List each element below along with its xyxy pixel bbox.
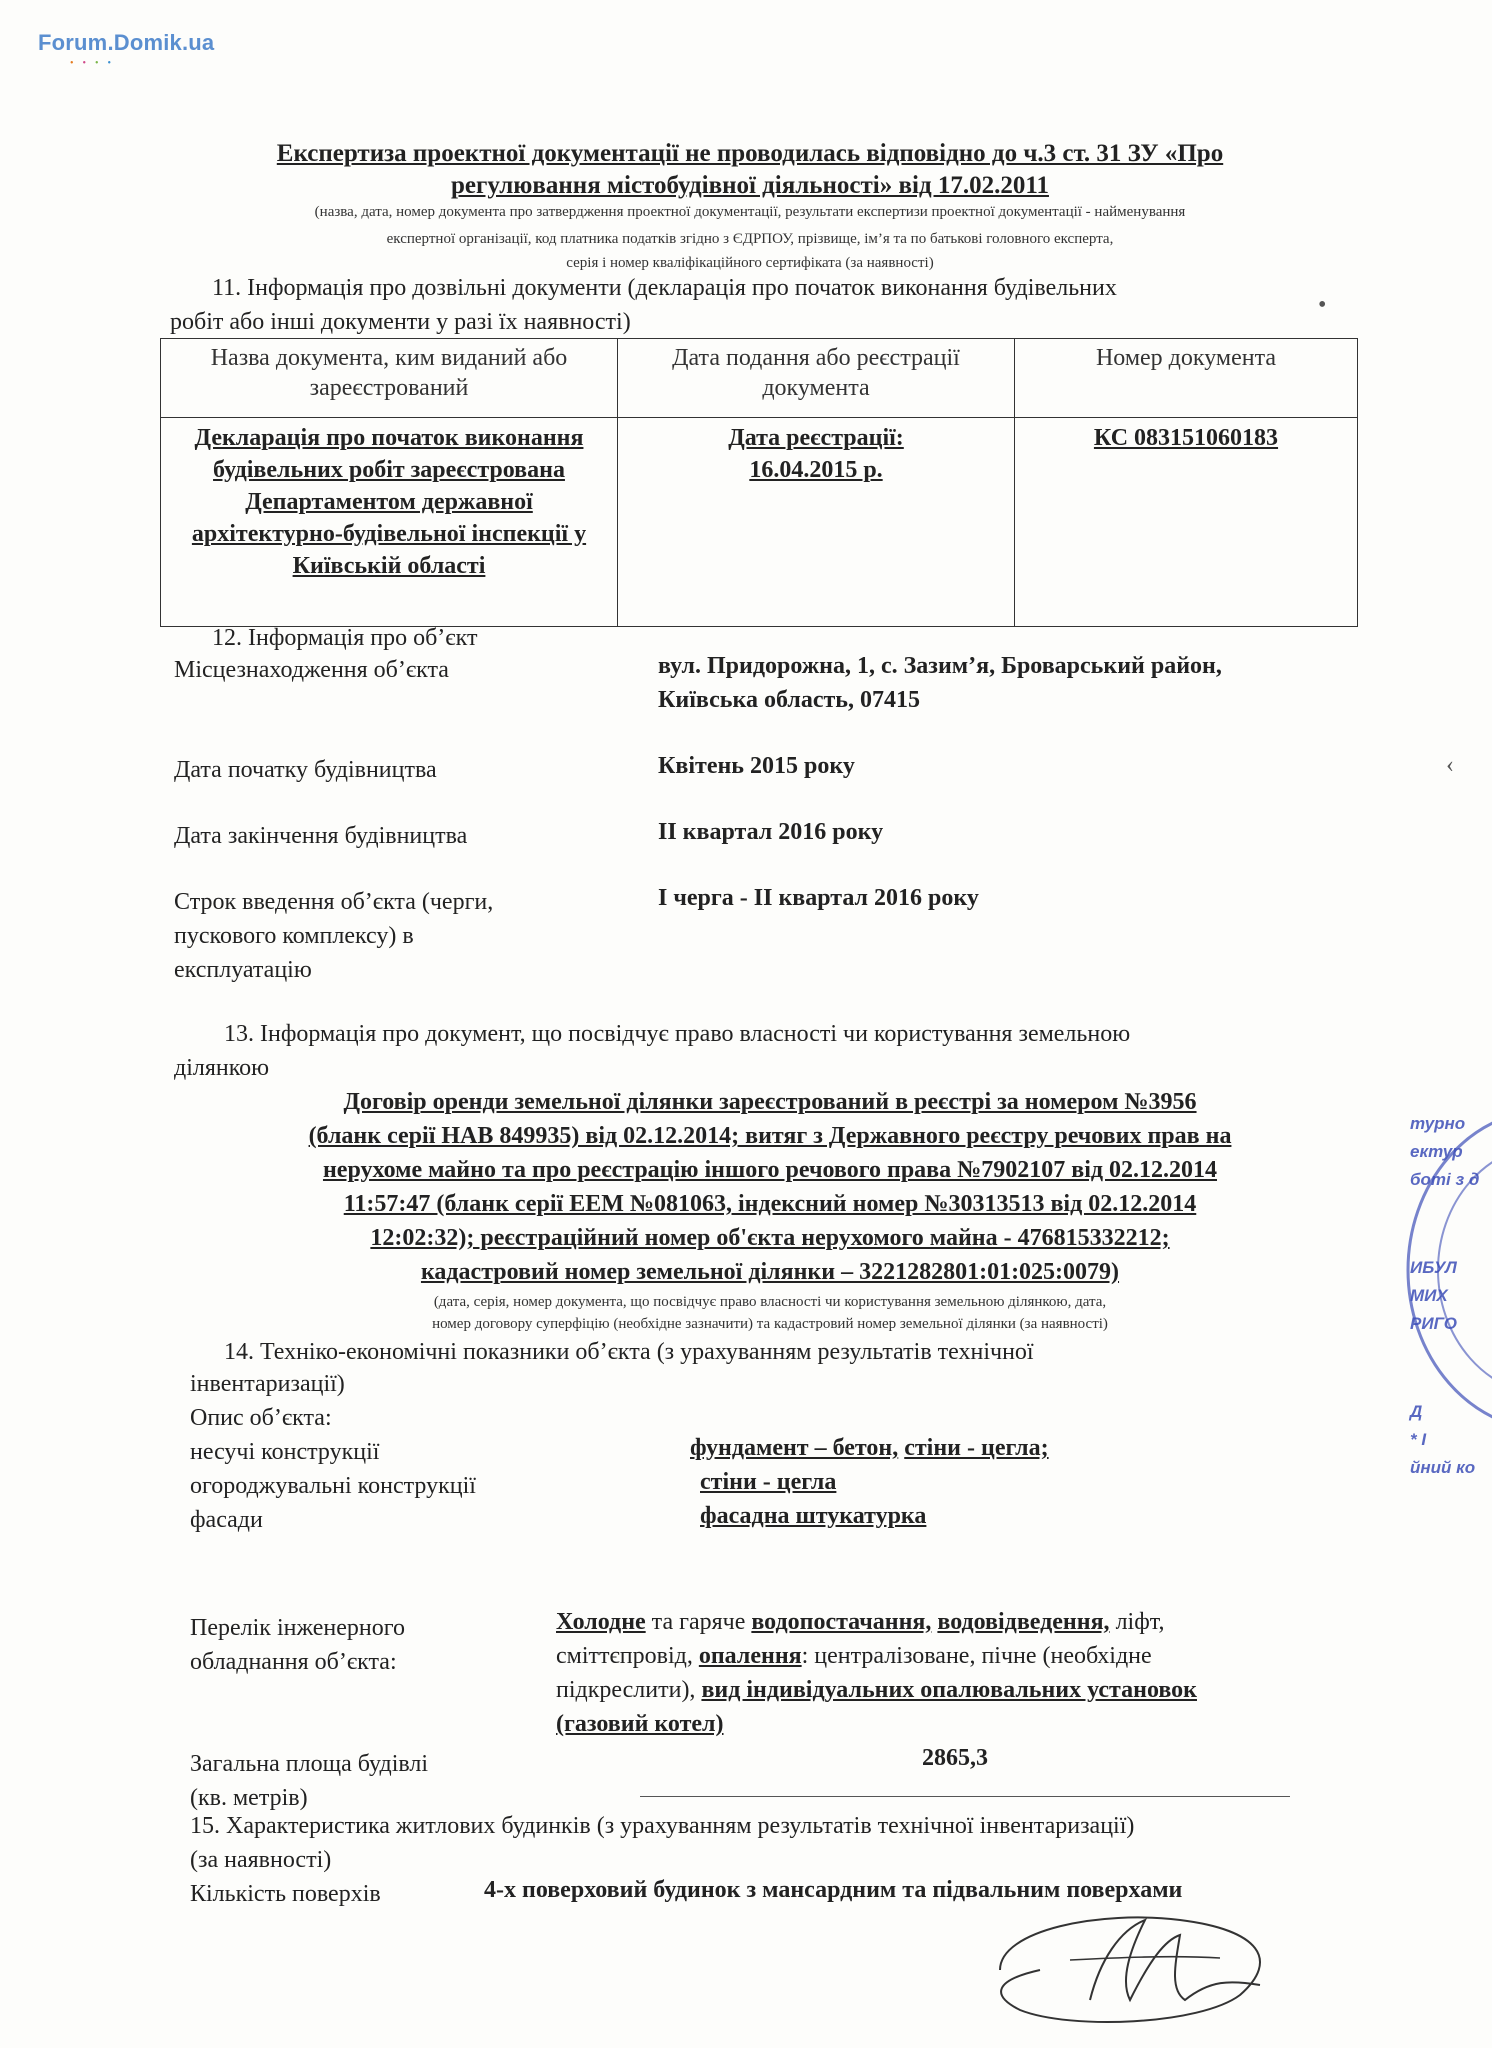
section13-heading2: ділянкою (174, 1055, 270, 1081)
table-header-row (161, 339, 1358, 418)
eq-water: водопостачання, (751, 1609, 932, 1635)
stamp-line: боті з д (1410, 1170, 1480, 1189)
start-value: Квітень 2015 року (658, 753, 855, 779)
bearing-value-walls: стіни - цегла; (904, 1435, 1049, 1461)
signature (980, 1900, 1300, 2040)
eq-underline: підкреслити), (556, 1677, 702, 1703)
land-doc-line6: кадастровий номер земельної ділянки – 3221282801:01:025:0079) (420, 1259, 1120, 1285)
section14-heading1: 14. Техніко-економічні показники об’єкта (з урахуванням результатів технічної (224, 1339, 1034, 1365)
end-value: ІІ квартал 2016 року (658, 819, 884, 845)
ink-mark: ‹ (1446, 752, 1454, 778)
eq-boiler: (газовий котел) (556, 1711, 724, 1737)
eq-individual: вид індивідуальних опалювальних установок (701, 1677, 1197, 1703)
eq-lift: ліфт, (1109, 1609, 1165, 1635)
eq-cold: Холодне (556, 1609, 646, 1635)
section11-heading1: 11. Інформація про дозвільні документи (декларація про початок виконання будівельних (212, 275, 1117, 301)
permits-table (160, 338, 1358, 627)
area-underline (640, 1796, 1290, 1797)
land-doc-note1: (дата, серія, номер документа, що посвідчує право власності чи користування земельною ділянкою, дата, (433, 1294, 1107, 1310)
table-row (161, 418, 1358, 627)
stamp-line: ектур (1410, 1142, 1463, 1161)
section12-heading: 12. Інформація про об’єкт (212, 625, 478, 651)
stamp-line: турно (1410, 1114, 1466, 1133)
eq-central: : централізоване, пічне (необхідне (801, 1643, 1152, 1669)
floors-label: Кількість поверхів (190, 1881, 381, 1907)
ink-mark: • (1318, 292, 1327, 318)
facade-value: фасадна штукатурка (700, 1503, 927, 1529)
area-value: 2865,3 (922, 1745, 988, 1771)
start-label: Дата початку будівництва (174, 757, 437, 783)
bearing-value-foundation: фундамент – бетон, (690, 1435, 899, 1461)
enclosing-label: огороджувальні конструкції (190, 1473, 476, 1499)
area-label1: Загальна площа будівлі (190, 1751, 429, 1777)
section14-heading2: інвентаризації) (190, 1371, 345, 1397)
col-header-name: Назва документа, ким виданий або зареєстрований (161, 339, 618, 418)
eq-drain: водовідведення, (937, 1609, 1110, 1635)
cell-doc-date: Дата реєстрації: 16.04.2015 р. (618, 418, 1015, 627)
watermark-logo: Forum.Domik.ua (38, 30, 215, 55)
section15-heading2: (за наявності) (190, 1847, 332, 1873)
col-header-number: Номер документа (1015, 339, 1358, 418)
bearing-value (690, 1432, 1049, 1464)
eq-garbage: сміттєпровід, (556, 1643, 699, 1669)
commission-label2: пускового комплексу) в (174, 923, 414, 949)
land-doc-line5: 12:02:32); реєстраційний номер об'єкта нерухомого майна - 476815332212; (370, 1225, 1170, 1251)
equipment-label1: Перелік інженерного (190, 1615, 405, 1641)
area-label2: (кв. метрів) (190, 1785, 308, 1811)
expertise-line2: регулювання містобудівної діяльності» від 17.02.2011 (451, 172, 1049, 199)
location-label: Місцезнаходження об’єкта (174, 657, 449, 683)
eq-and-hot: та гаряче (645, 1609, 752, 1635)
expertise-note3: серія і номер кваліфікаційного сертифіката (за наявності) (566, 255, 934, 271)
stamp-line: * І (1410, 1430, 1427, 1449)
commission-value: І черга - ІІ квартал 2016 року (658, 885, 979, 911)
description-label: Опис об’єкта: (190, 1405, 332, 1431)
facade-label: фасади (190, 1507, 263, 1533)
land-doc-line4: 11:57:47 (бланк серії ЕЕМ №081063, індексний номер №30313513 від 02.12.2014 (343, 1191, 1197, 1217)
stamp-line: йний ко (1410, 1458, 1476, 1477)
location-value1: вул. Придорожна, 1, с. Зазим’я, Броварський район, (658, 653, 1222, 679)
section11-heading2: робіт або інші документи у разі їх наявності) (170, 309, 631, 335)
floors-value: 4-х поверховий будинок з мансардним та підвальним поверхами (484, 1877, 1183, 1903)
eq-heating: опалення (698, 1643, 802, 1669)
land-doc-line3: нерухоме майно та про реєстрацію іншого речового права №7902107 від 02.12.2014 (322, 1157, 1218, 1183)
stamp-ring (1398, 1100, 1492, 1440)
equipment-line1 (556, 1606, 1346, 1638)
expertise-note2: експертної організації, код платника податків згідно з ЄДРПОУ, прізвище, ім’я та по батькові головного експерта, (386, 231, 1114, 247)
expertise-line1: Експертиза проектної документації не проводилась відповідно до ч.3 ст. 31 ЗУ «Про (276, 140, 1224, 167)
col-header-date: Дата подання або реєстрації документа (618, 339, 1015, 418)
expertise-note1: (назва, дата, номер документа про затвердження проектної документації, результати експертизи проектної документації - найменування (314, 204, 1186, 220)
land-doc-note2: номер договору суперфіцію (необхідне зазначити) та кадастровий номер земельної ділянки (за наявності) (432, 1316, 1108, 1332)
bearing-label: несучі конструкції (190, 1439, 380, 1465)
equipment-line3 (556, 1674, 1346, 1706)
enclosing-value: стіни - цегла (700, 1469, 837, 1495)
land-doc-line2: (бланк серії НАВ 849935) від 02.12.2014; витяг з Державного реєстру речових прав на (308, 1123, 1232, 1149)
stamp-line: МИХ (1410, 1286, 1448, 1305)
cell-doc-name: Декларація про початок виконання будівельних робіт зареєстрована Департаментом державної архітектурно-будівельної інспекції у Київській області (161, 418, 618, 627)
stamp-line: ИБУЛ (1410, 1258, 1457, 1277)
end-label: Дата закінчення будівництва (174, 823, 468, 849)
commission-label3: експлуатацію (174, 957, 312, 983)
commission-label1: Строк введення об’єкта (черги, (174, 889, 494, 915)
stamp-line: РИГО (1410, 1314, 1457, 1333)
cell-doc-number: КС 083151060183 (1015, 418, 1358, 627)
watermark-dots: •••• (70, 58, 121, 69)
equipment-line2 (556, 1640, 1346, 1672)
equipment-label2: обладнання об’єкта: (190, 1649, 397, 1675)
section13-heading1: 13. Інформація про документ, що посвідчує право власності чи користування земельною (224, 1021, 1131, 1047)
section15-heading1: 15. Характеристика житлових будинків (з урахуванням результатів технічної інвентаризації) (190, 1813, 1135, 1839)
land-doc-line1: Договір оренди земельної ділянки зареєстрований в реєстрі за номером №3956 (343, 1089, 1197, 1115)
stamp-line: Д (1410, 1402, 1423, 1421)
location-value2: Київська область, 07415 (658, 687, 920, 713)
